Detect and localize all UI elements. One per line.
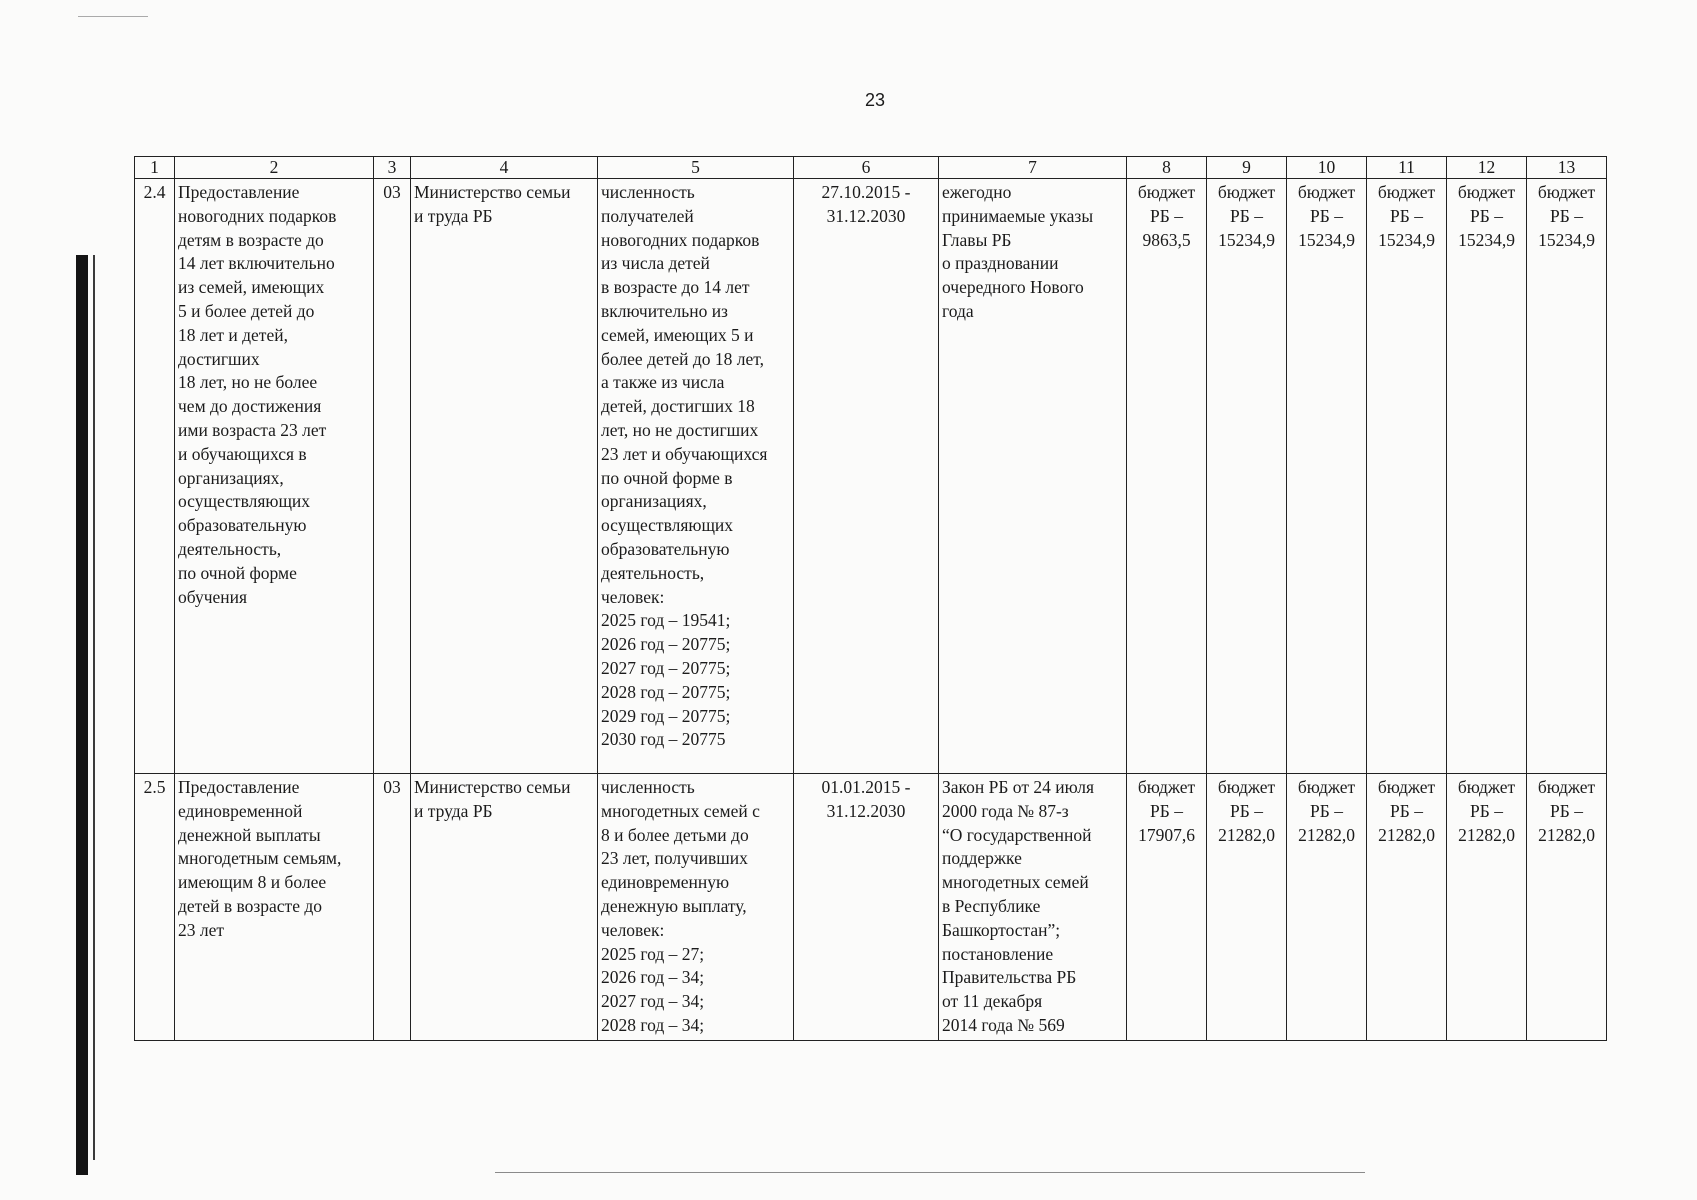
executor-cell: Министерство семьи и труда РБ (411, 179, 598, 774)
period-cell: 01.01.2015 - 31.12.2030 (794, 774, 939, 1041)
budget-cell: бюджет РБ – 21282,0 (1447, 774, 1527, 1041)
budget-cell: бюджет РБ – 21282,0 (1287, 774, 1367, 1041)
scan-edge-line (93, 255, 95, 1160)
budget-cell: бюджет РБ – 21282,0 (1367, 774, 1447, 1041)
table-row (135, 774, 1607, 1041)
budget-cell: бюджет РБ – 17907,6 (1127, 774, 1207, 1041)
page-number: 23 (864, 90, 886, 110)
budget-cell: бюджет РБ – 9863,5 (1127, 179, 1207, 774)
column-number: 12 (1447, 157, 1527, 179)
column-number: 2 (175, 157, 374, 179)
scan-edge-shadow (76, 255, 88, 1175)
indicator-cell: численность получателей новогодних подарков из числа детей в возрасте до 14 лет включительно из семей, имеющих 5 и более детей до 18 лет, а также из числа детей, достигших 18 лет, но не достигших 23 лет и обучающихся по очной форме в организациях, осуществляющих образовательную деятельность, человек: 2025 год – 19541; 2026 год – 20775; 2027 год – 20775; 2028 год – 20775; 2029 год – 20775; 2030 год – 20775 (598, 179, 794, 774)
legal-basis-cell: ежегодно принимаемые указы Главы РБ о праздновании очередного Нового года (939, 179, 1127, 774)
scan-artifact-bottom (495, 1172, 1365, 1173)
period-cell: 27.10.2015 - 31.12.2030 (794, 179, 939, 774)
scan-artifact-top (78, 16, 148, 17)
budget-cell: бюджет РБ – 21282,0 (1527, 774, 1607, 1041)
column-number: 5 (598, 157, 794, 179)
legal-basis-cell: Закон РБ от 24 июля 2000 года № 87-з “О государственной поддержке многодетных семей в Республике Башкортостан”; постановление Правительства РБ от 11 декабря 2014 года № 569 (939, 774, 1127, 1041)
budget-cell: бюджет РБ – 15234,9 (1207, 179, 1287, 774)
budget-cell: бюджет РБ – 15234,9 (1367, 179, 1447, 774)
program-table (134, 156, 1607, 1041)
column-number: 4 (411, 157, 598, 179)
column-number-row (135, 157, 1607, 179)
column-number: 6 (794, 157, 939, 179)
column-number: 8 (1127, 157, 1207, 179)
measure-name: Предоставление новогодних подарков детям в возрасте до 14 лет включительно из семей, имеющих 5 и более детей до 18 лет и детей, достигших 18 лет, но не более чем до достижения ими возраста 23 лет и обучающихся в организациях, осуществляющих образовательную деятельность, по очной форме обучения (175, 179, 374, 774)
column-number: 1 (135, 157, 175, 179)
column-number: 3 (374, 157, 411, 179)
budget-cell: бюджет РБ – 15234,9 (1447, 179, 1527, 774)
budget-cell: бюджет РБ – 15234,9 (1527, 179, 1607, 774)
budget-cell: бюджет РБ – 15234,9 (1287, 179, 1367, 774)
measure-name: Предоставление единовременной денежной выплаты многодетным семьям, имеющим 8 и более детей в возрасте до 23 лет (175, 774, 374, 1041)
executor-cell: Министерство семьи и труда РБ (411, 774, 598, 1041)
column-number: 11 (1367, 157, 1447, 179)
column-number: 10 (1287, 157, 1367, 179)
column-number: 9 (1207, 157, 1287, 179)
table-row (135, 179, 1607, 774)
column-number: 7 (939, 157, 1127, 179)
row-number: 2.5 (135, 774, 175, 1041)
column-number: 13 (1527, 157, 1607, 179)
code-cell: 03 (374, 179, 411, 774)
code-cell: 03 (374, 774, 411, 1041)
row-number: 2.4 (135, 179, 175, 774)
indicator-cell: численность многодетных семей с 8 и более детьми до 23 лет, получивших единовременную денежную выплату, человек: 2025 год – 27; 2026 год – 34; 2027 год – 34; 2028 год – 34; (598, 774, 794, 1041)
budget-cell: бюджет РБ – 21282,0 (1207, 774, 1287, 1041)
